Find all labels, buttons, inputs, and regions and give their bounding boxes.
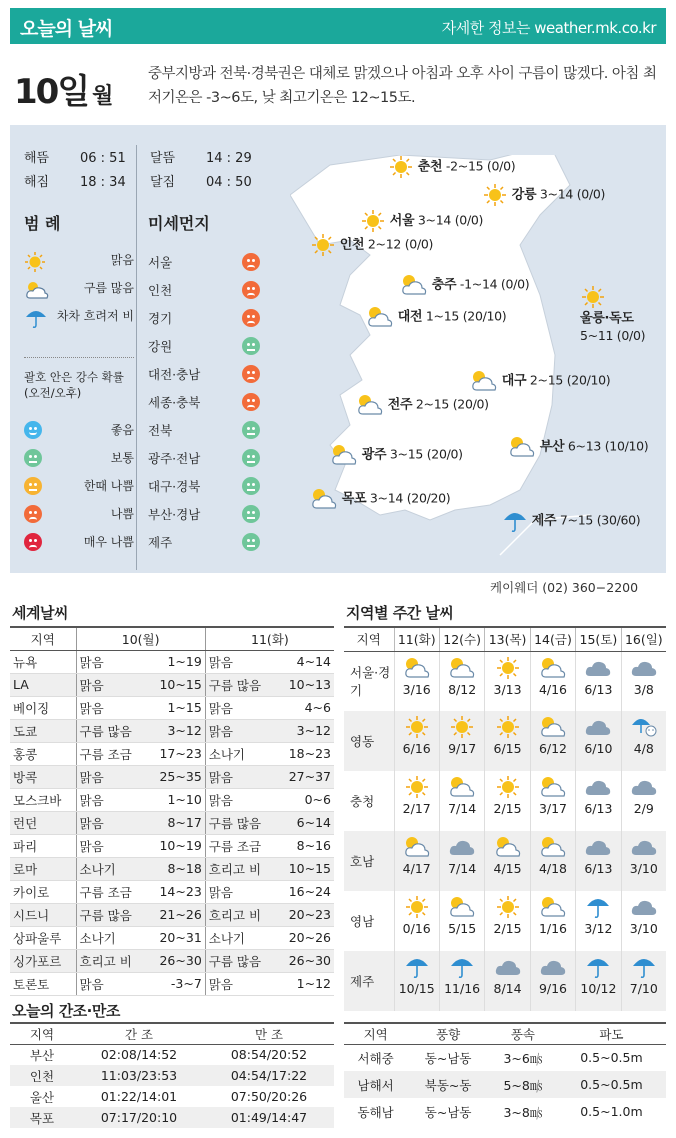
weekly-temp: 3/12	[584, 921, 613, 936]
dust-item: 대전·충남	[148, 365, 260, 385]
bad-face-icon	[242, 309, 260, 327]
weekly-temp: 3/8	[633, 681, 654, 697]
rain-icon	[404, 955, 430, 979]
cloudy-icon	[24, 279, 50, 301]
table-row: 도쿄 구름 많음 3~12 맑음 3~12	[10, 719, 334, 742]
city-4: 충주 -1~14 (0/0)	[400, 273, 529, 297]
table-row: 싱가포르 흐리고 비 26~30 구름 많음 26~30	[10, 949, 334, 972]
sun-icon	[360, 209, 386, 233]
dust-item: 세종·충북	[148, 393, 260, 413]
sea-header-row: 지역 풍향 풍속 파도	[344, 1023, 666, 1044]
city-3: 인천 2~12 (0/0)	[310, 233, 433, 257]
bad-face-icon	[242, 281, 260, 299]
weekly-temp: 5/15	[448, 921, 477, 936]
legend-divider	[24, 357, 134, 358]
map-panel	[10, 125, 666, 573]
table-row: 베이징 맑음 1~15 맑음 4~6	[10, 696, 334, 719]
weekly-temp: 8/14	[493, 981, 522, 996]
weekly-temp: 2/15	[493, 801, 522, 816]
table-row: 방콕 맑음 25~35 맑음 27~37	[10, 765, 334, 788]
weekly-temp: 4/8	[633, 741, 654, 756]
very-bad-face-icon	[24, 533, 42, 551]
city-8: 전주 2~15 (20/0)	[356, 393, 489, 417]
rain-snow-icon	[631, 715, 657, 739]
overcast-icon	[584, 656, 612, 680]
cloudy-icon	[539, 656, 567, 680]
overcast-icon	[494, 955, 522, 979]
weekly-temp: 6/12	[538, 741, 568, 756]
weekly-temp: 4/17	[402, 861, 431, 876]
overcast-icon	[630, 775, 658, 799]
overcast-icon	[630, 656, 658, 680]
weekly-temp: 2/9	[633, 801, 654, 816]
level-slightly-bad: 한때 나쁨	[24, 477, 134, 497]
weekly-row: 호남 4/17 7/14 4/15 4/18 6/13 3/10	[344, 831, 666, 891]
city-11: 목포 3~14 (20/20)	[310, 487, 450, 511]
weekly-temp: 9/17	[448, 741, 477, 756]
weekly-header-cell: 지역	[344, 627, 394, 651]
tide-row: 부산 02:08/14:52 08:54/20:52	[29, 1047, 308, 1063]
info-panel	[10, 125, 275, 573]
site-link[interactable]: 자세한 정보는 weather.mk.co.kr	[441, 19, 656, 37]
cloudy-icon	[539, 775, 567, 799]
tide-header-row: 지역 간 조 만 조	[10, 1023, 334, 1044]
dust-item: 경기	[148, 309, 260, 329]
cloudy-icon	[494, 835, 522, 859]
day: 10일	[14, 72, 89, 112]
sun-icon	[404, 775, 430, 799]
city-12: 제주 7~15 (30/60)	[502, 509, 640, 533]
weekly-row: 영남 0/16 5/15 2/15 1/16 3/12 3/10	[344, 891, 666, 951]
weekly-row: 서울·경기 3/16 8/12 3/13 4/16 6/13 3/8	[344, 651, 666, 711]
dust-title: 미세먼지	[148, 214, 210, 233]
city-2: 서울 3~14 (0/0)	[360, 209, 483, 233]
table-row: 런던 맑음 8~17 구름 많음 6~14	[10, 811, 334, 834]
weekly-temp: 6/10	[584, 741, 613, 756]
normal-face-icon	[242, 421, 260, 439]
city-9: 광주 3~15 (20/0)	[330, 443, 463, 467]
cloudy-icon	[448, 656, 476, 680]
weekly-header-cell: 13(목)	[485, 627, 530, 651]
tide-row: 인천 11:03/23:53 04:54/17:22	[10, 1065, 334, 1086]
table-row: 뉴욕 맑음 1~19 맑음 4~14	[10, 650, 334, 673]
table-row: 시드니 구름 많음 21~26 흐리고 비 20~23	[10, 903, 334, 926]
cloudy-icon	[400, 273, 428, 297]
sea-row: 서해중 동~남동 3~6㎧ 0.5~0.5m	[357, 1050, 643, 1066]
sun-icon	[404, 715, 430, 739]
weekly-temp: 3/13	[493, 681, 522, 697]
table-row: 홍콩 구름 조금 17~23 소나기 18~23	[10, 742, 334, 765]
normal-face-icon	[242, 477, 260, 495]
sea-table	[344, 1022, 666, 1125]
dust-item: 서울	[148, 253, 260, 273]
city-10: 부산 6~13 (10/10)	[508, 435, 648, 459]
dust-item: 광주·전남	[148, 449, 260, 469]
dust-item: 강원	[148, 337, 260, 357]
weekly-temp: 4/16	[538, 681, 568, 697]
weekly-temp: 3/17	[538, 801, 568, 816]
weekly-temp: 4/18	[538, 861, 568, 876]
cloudy-icon	[508, 435, 536, 459]
overcast-icon	[584, 715, 612, 739]
sun-icon	[495, 715, 521, 739]
world-table	[10, 626, 334, 996]
city-0: 춘천 -2~15 (0/0)	[388, 155, 515, 179]
normal-face-icon	[242, 337, 260, 355]
cloudy-icon	[539, 835, 567, 859]
weather-summary: 중부지방과 전북·경북권은 대체로 맑겠으나 아침과 오후 사이 구름이 많겠다. 아침 최저기온은 -3~6도, 낮 최고기온은 12~15도.	[148, 66, 657, 106]
legend-rain: 차차 흐려저 비	[24, 307, 134, 329]
weekly-temp: 7/14	[448, 861, 477, 876]
cloudy-icon	[366, 305, 394, 329]
weekday: 월	[92, 84, 112, 109]
rain-icon	[502, 509, 528, 533]
cloudy-icon	[403, 656, 431, 680]
sun-icon	[482, 183, 508, 207]
good-face-icon	[24, 421, 42, 439]
tide-row: 목포 07:17/20:10 01:49/14:47	[10, 1107, 334, 1128]
sun-icon	[310, 233, 336, 257]
cloudy-icon	[310, 487, 338, 511]
weekly-temp: 7/14	[448, 801, 477, 816]
weekly-temp: 0/16	[402, 921, 431, 936]
weekly-temp: 6/13	[584, 681, 613, 697]
cloudy-icon	[356, 393, 384, 417]
rain-icon	[24, 307, 50, 329]
weekly-temp: 7/10	[629, 981, 658, 996]
table-row: 모스크바 맑음 1~10 맑음 0~6	[10, 788, 334, 811]
bad-face-icon	[24, 505, 42, 523]
overcast-icon	[630, 835, 658, 859]
weekly-temp: 3/16	[402, 681, 431, 697]
sun-icon	[388, 155, 414, 179]
overcast-icon	[630, 895, 658, 919]
divider	[136, 145, 137, 570]
table-row: 상파울루 소나기 20~31 소나기 20~26	[10, 926, 334, 949]
weekly-row: 충청 2/17 7/14 2/15 3/17 6/13 2/9	[344, 771, 666, 831]
legend-title: 범 례	[24, 214, 61, 233]
table-row: 로마 소나기 8~18 흐리고 비 10~15	[10, 857, 334, 880]
world-title: 세계날씨	[12, 604, 68, 622]
weekly-temp: 3/10	[629, 921, 658, 936]
weekly-row: 제주 10/15 11/16 8/14 9/16 10/12 7/10	[344, 951, 666, 1011]
weekly-temp: 6/13	[584, 801, 613, 816]
city-1: 강릉 3~14 (0/0)	[482, 183, 605, 207]
rain-icon	[449, 955, 475, 979]
table-row: 파리 맑음 10~19 구름 조금 8~16	[10, 834, 334, 857]
world-header-row: 지역 10(월) 11(화)	[10, 627, 334, 650]
precip-note: 괄호 안은 강수 확률 (오전/오후)	[24, 370, 124, 400]
weekly-temp: 8/12	[448, 681, 477, 697]
bad-face-icon	[242, 393, 260, 411]
page-title: 오늘의 날씨	[20, 18, 113, 40]
sea-row: 동해남 동~남동 3~8㎧ 0.5~1.0m	[357, 1104, 643, 1120]
cloudy-icon	[539, 895, 567, 919]
sun-icon	[495, 656, 521, 680]
sun-icon	[449, 715, 475, 739]
sun-icon	[24, 251, 50, 273]
normal-face-icon	[242, 533, 260, 551]
weekly-title: 지역별 주간 날씨	[346, 604, 454, 622]
weekly-header-cell: 11(화)	[394, 627, 439, 651]
slightly-bad-face-icon	[24, 477, 42, 495]
normal-face-icon	[242, 449, 260, 467]
cloudy-icon	[470, 369, 498, 393]
weekly-temp: 6/16	[402, 741, 431, 756]
dust-item: 부산·경남	[148, 505, 260, 525]
weekly-row: 영동 6/16 9/17 6/15 6/12 6/10 4/8	[344, 711, 666, 771]
level-good: 좋음	[24, 421, 134, 441]
sunset: 해짐 18 : 34	[24, 175, 126, 190]
sunrise: 해뜸 06 : 51	[24, 151, 126, 166]
overcast-icon	[584, 835, 612, 859]
weekly-temp: 4/15	[493, 861, 522, 876]
credit: 케이웨더 (02) 360−2200	[490, 580, 639, 595]
weekly-temp: 2/17	[402, 801, 431, 816]
cloudy-icon	[330, 443, 358, 467]
city-6: 대전 1~15 (20/10)	[366, 305, 506, 329]
sun-icon	[495, 775, 521, 799]
rain-icon	[631, 955, 657, 979]
level-very-bad: 매우 나쁨	[24, 533, 134, 553]
normal-face-icon	[24, 449, 42, 467]
city-7: 대구 2~15 (20/10)	[470, 369, 610, 393]
rain-icon	[585, 895, 611, 919]
weekly-temp: 11/16	[444, 981, 481, 996]
city-5: 울릉·독도 5~11 (0/0)	[580, 285, 645, 344]
weekly-temp: 1/16	[538, 921, 568, 936]
overcast-icon	[539, 955, 567, 979]
normal-face-icon	[242, 505, 260, 523]
weekly-temp: 2/15	[493, 921, 522, 936]
table-row: LA 맑음 10~15 구름 많음 10~13	[10, 673, 334, 696]
overcast-icon	[584, 775, 612, 799]
level-normal: 보통	[24, 449, 134, 469]
dust-item: 대구·경북	[148, 477, 260, 497]
weekly-header-cell: 16(일)	[621, 627, 666, 651]
moonset: 달짐 04 : 50	[150, 175, 252, 190]
level-bad: 나쁨	[24, 505, 134, 525]
moonrise: 달뜸 14 : 29	[150, 151, 252, 166]
weekly-temp: 10/12	[580, 981, 617, 996]
sun-icon	[495, 895, 521, 919]
tide-title: 오늘의 간조·만조	[12, 1002, 120, 1020]
cloudy-icon	[539, 715, 567, 739]
date-label	[14, 64, 111, 113]
weekly-temp: 3/10	[629, 861, 658, 876]
weekly-header-cell: 15(토)	[576, 627, 621, 651]
bad-face-icon	[242, 253, 260, 271]
weekly-temp: 6/13	[584, 861, 613, 876]
legend-sun: 맑음	[24, 251, 134, 273]
sea-row: 남해서 북동~동 5~8㎧ 0.5~0.5m	[344, 1071, 666, 1098]
bad-face-icon	[242, 365, 260, 383]
dust-item: 전북	[148, 421, 260, 441]
dust-item: 인천	[148, 281, 260, 301]
rain-icon	[585, 955, 611, 979]
weekly-temp: 6/15	[493, 741, 522, 756]
tide-row: 울산 01:22/14:01 07:50/20:26	[29, 1089, 308, 1105]
tide-table	[10, 1022, 334, 1128]
cloudy-icon	[448, 775, 476, 799]
header-bar	[10, 8, 666, 44]
weekly-table	[344, 626, 666, 1011]
table-row: 카이로 구름 조금 14~23 맑음 16~24	[10, 880, 334, 903]
weekly-header-cell: 14(금)	[530, 627, 575, 651]
weekly-header-cell: 12(수)	[439, 627, 484, 651]
weekly-temp: 10/15	[398, 981, 435, 996]
overcast-icon	[448, 835, 476, 859]
cloudy-icon	[448, 895, 476, 919]
table-row: 토론토 맑음 -3~7 맑음 1~12	[10, 972, 334, 995]
weekly-header-row	[344, 627, 666, 651]
dust-item: 제주	[148, 533, 260, 553]
legend-cloudy: 구름 많음	[24, 279, 134, 301]
sun-icon	[404, 895, 430, 919]
weekly-temp: 9/16	[538, 981, 568, 996]
cloudy-icon	[403, 835, 431, 859]
sun-icon	[580, 285, 606, 309]
